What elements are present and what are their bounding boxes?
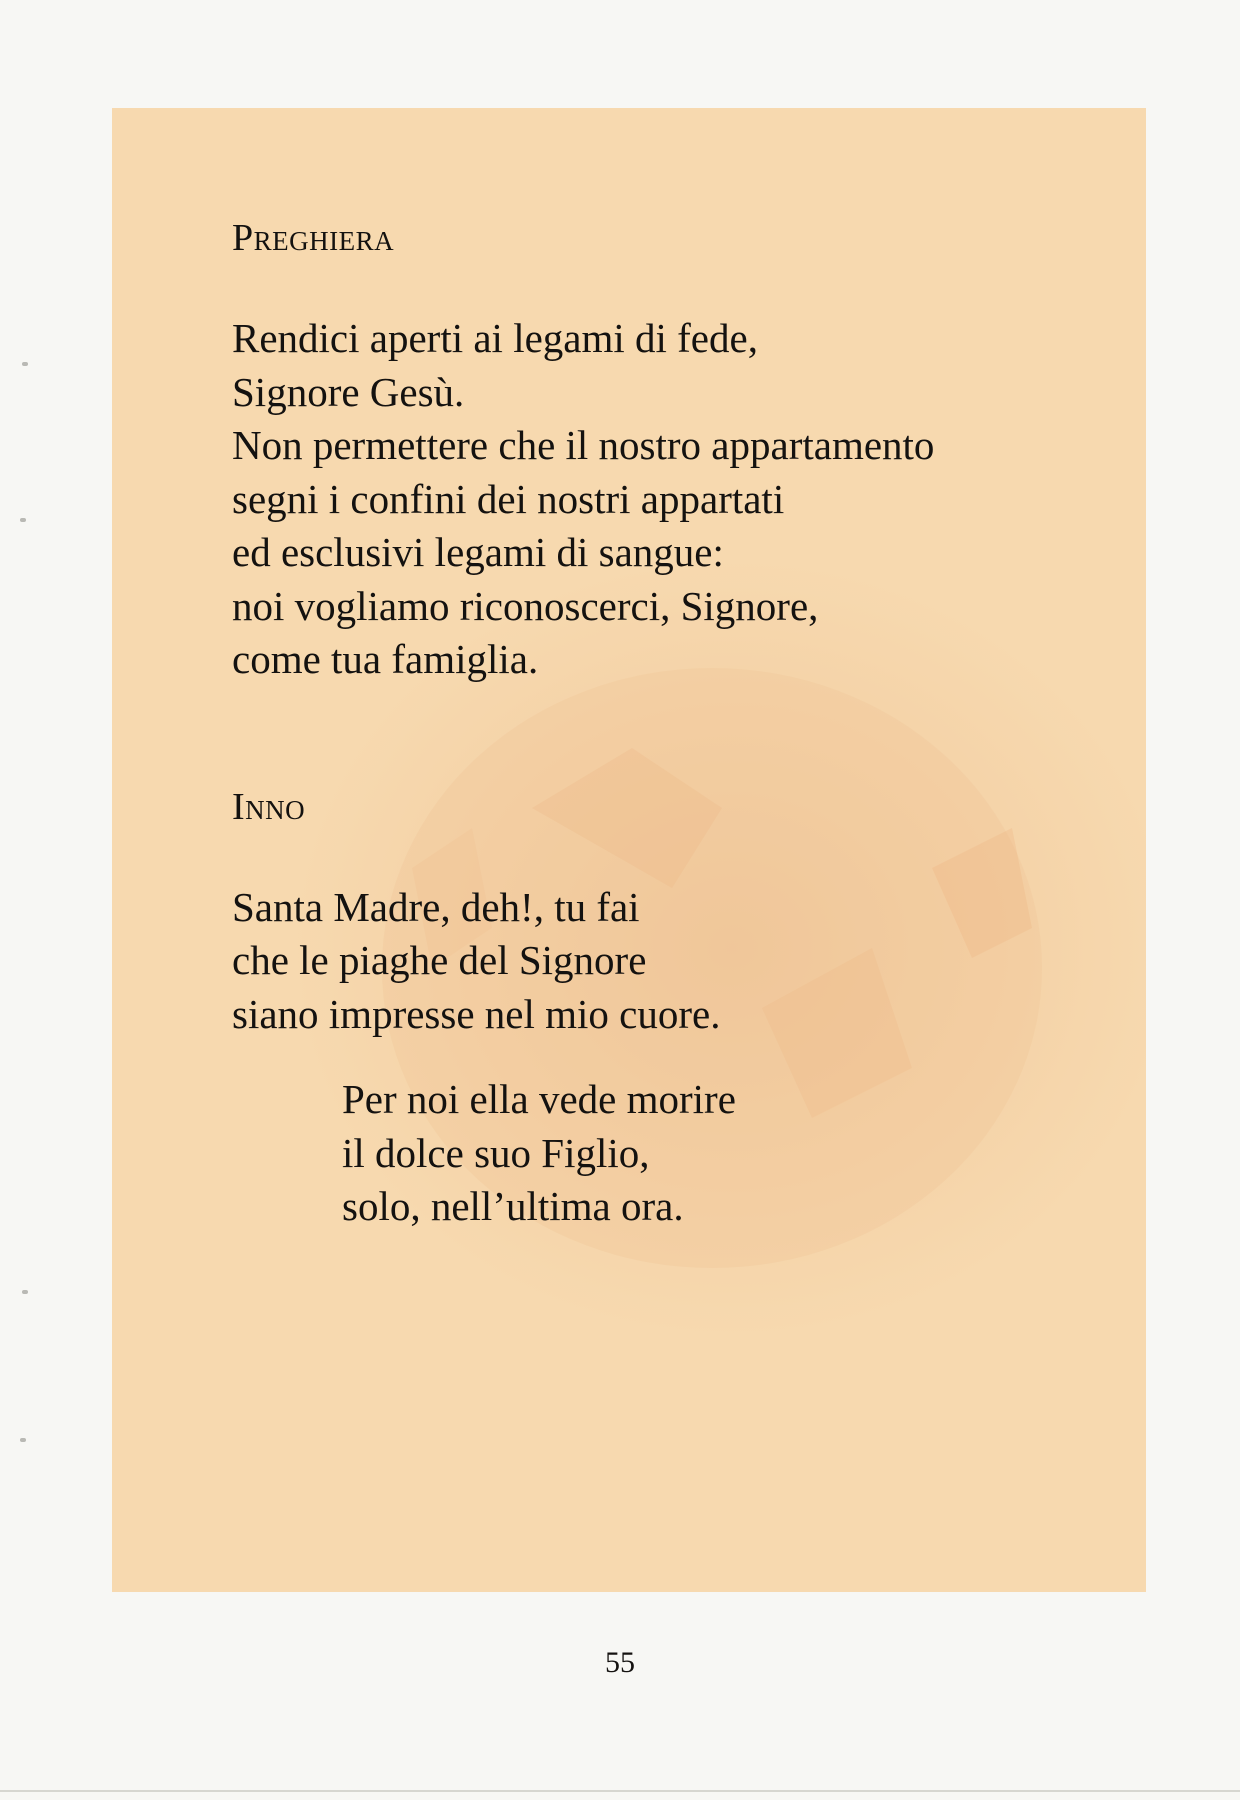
scan-speck bbox=[20, 1438, 26, 1442]
prayer-line: noi vogliamo riconoscerci, Signore, bbox=[232, 582, 819, 629]
prayer-line: ed esclusivi legami di sangue: bbox=[232, 529, 724, 575]
scan-speck bbox=[20, 518, 26, 522]
hymn-stanza-1 bbox=[232, 881, 1112, 1042]
page-number: 55 bbox=[605, 1646, 635, 1679]
prayer-text bbox=[232, 312, 1112, 687]
scan-speck bbox=[22, 362, 28, 366]
prayer-heading: Preghiera bbox=[232, 217, 395, 259]
hymn-line: il dolce suo Figlio, bbox=[342, 1129, 650, 1176]
hymn-line: siano impresse nel mio cuore. bbox=[232, 990, 721, 1037]
prayer-line: Signore Gesù. bbox=[232, 368, 465, 415]
scan-bottom-edge bbox=[0, 1790, 1240, 1792]
hymn-line: che le piaghe del Signore bbox=[232, 937, 647, 983]
prayer-line: Rendici aperti ai legami di fede, bbox=[232, 315, 758, 361]
prayer-line: Non permettere che il nostro appartamento bbox=[232, 422, 935, 468]
hymn-heading: Inno bbox=[232, 785, 306, 828]
prayer-line: come tua famiglia. bbox=[232, 636, 539, 682]
tinted-text-panel bbox=[112, 108, 1146, 1592]
scan-speck bbox=[22, 1290, 28, 1294]
hymn-stanza-2 bbox=[232, 1073, 1112, 1234]
prayer-line: segni i confini dei nostri appartati bbox=[232, 475, 785, 522]
page-content bbox=[232, 216, 1112, 1234]
hymn-line: Per noi ella vede morire bbox=[342, 1076, 736, 1122]
hymn-line: solo, nell’ultima ora. bbox=[342, 1183, 684, 1229]
hymn-line: Santa Madre, deh!, tu fai bbox=[232, 883, 640, 930]
